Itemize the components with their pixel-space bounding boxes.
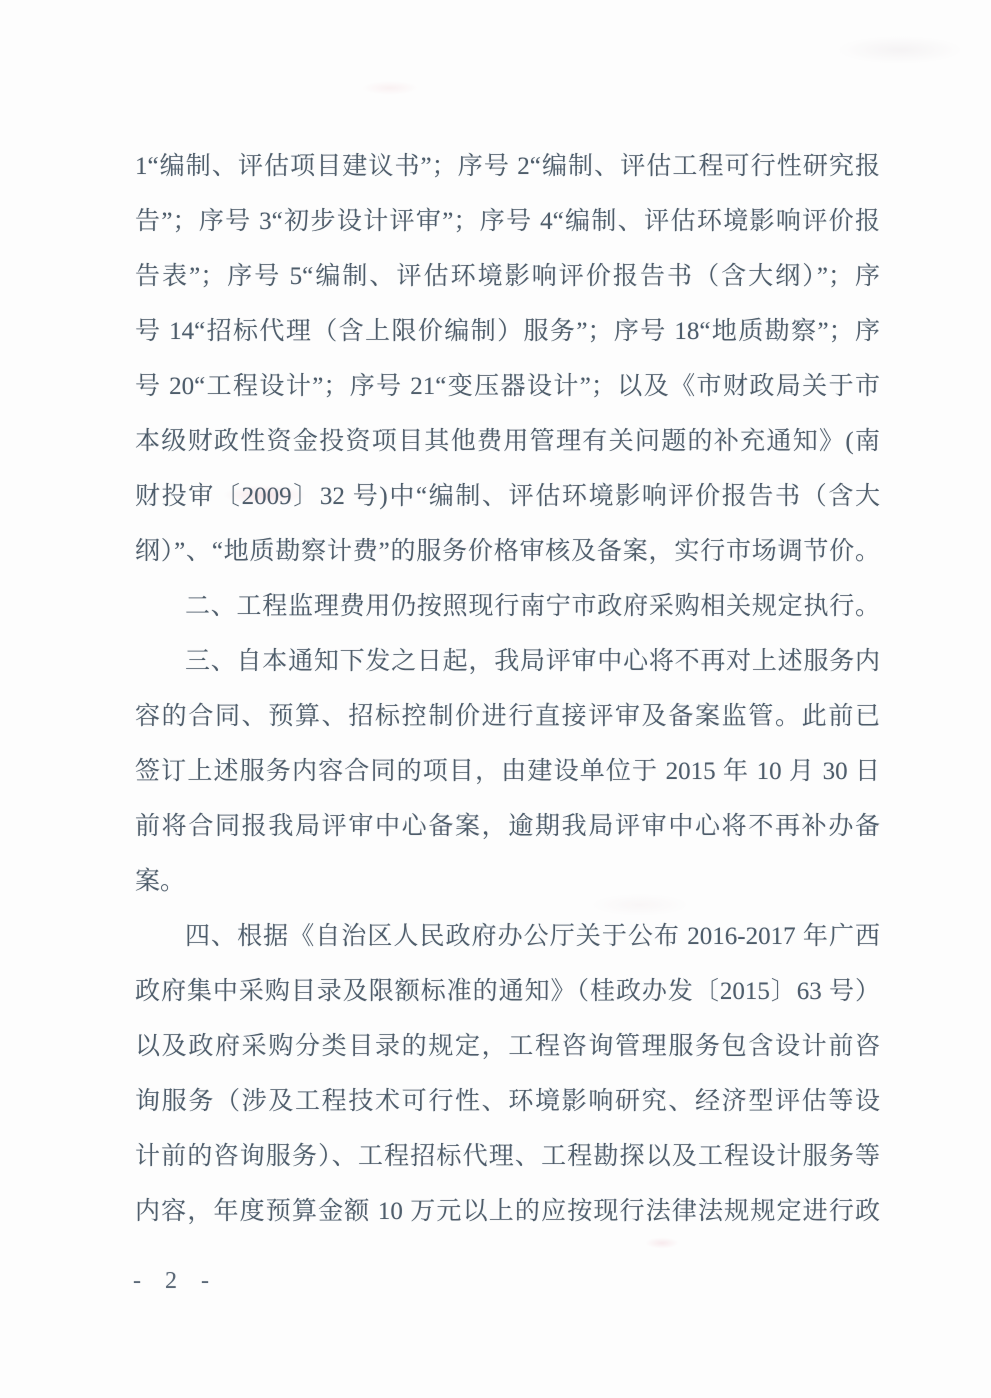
page-number: - 2 - (133, 1268, 218, 1294)
text-line-paragraph-4-start: 四、根据《自治区人民政府办公厅关于公布 2016-2017 年广西 (185, 923, 880, 950)
text-line-paragraph-3-start: 三、自本通知下发之日起，我局评审中心将不再对上述服务内 (185, 648, 880, 675)
text-line: 纲）”、“地质勘察计费”的服务价格审核及备案，实行市场调节价。 (135, 538, 880, 565)
text-line: 前将合同报我局评审中心备案，逾期我局评审中心将不再补办备 (135, 813, 880, 840)
text-line: 计前的咨询服务）、工程招标代理、工程勘探以及工程设计服务等 (135, 1143, 880, 1170)
text-line: 签订上述服务内容合同的项目，由建设单位于 2015 年 10 月 30 日 (135, 758, 880, 785)
text-line: 号 14“招标代理（含上限价编制）服务”；序号 18“地质勘察”；序 (135, 318, 880, 345)
text-line: 告”；序号 3“初步设计评审”；序号 4“编制、评估环境影响评价报 (135, 208, 880, 235)
text-line-paragraph-2-start: 二、工程监理费用仍按照现行南宁市政府采购相关规定执行。 (185, 593, 880, 620)
text-line: 财投审〔2009〕32 号)中“编制、评估环境影响评价报告书（含大 (135, 483, 880, 510)
text-line: 以及政府采购分类目录的规定，工程咨询管理服务包含设计前咨 (135, 1033, 880, 1060)
text-line: 本级财政性资金投资项目其他费用管理有关问题的补充通知》(南 (135, 428, 880, 455)
document-text-block (135, 139, 880, 1239)
text-line-paragraph-3-end: 案。 (135, 868, 186, 895)
text-line: 告表”；序号 5“编制、评估环境影响评价报告书（含大纲）”；序 (135, 263, 880, 290)
text-line: 内容，年度预算金额 10 万元以上的应按现行法律法规规定进行政 (135, 1198, 880, 1225)
text-line: 政府集中采购目录及限额标准的通知》（桂政办发〔2015〕63 号） (135, 978, 880, 1005)
text-line: 询服务（涉及工程技术可行性、环境影响研究、经济型评估等设 (135, 1088, 880, 1115)
text-line: 容的合同、预算、招标控制价进行直接评审及备案监管。此前已 (135, 703, 880, 730)
text-line: 号 20“工程设计”；序号 21“变压器设计”；以及《市财政局关于市 (135, 373, 880, 400)
text-line: 1“编制、评估项目建议书”；序号 2“编制、评估工程可行性研究报 (135, 153, 880, 180)
